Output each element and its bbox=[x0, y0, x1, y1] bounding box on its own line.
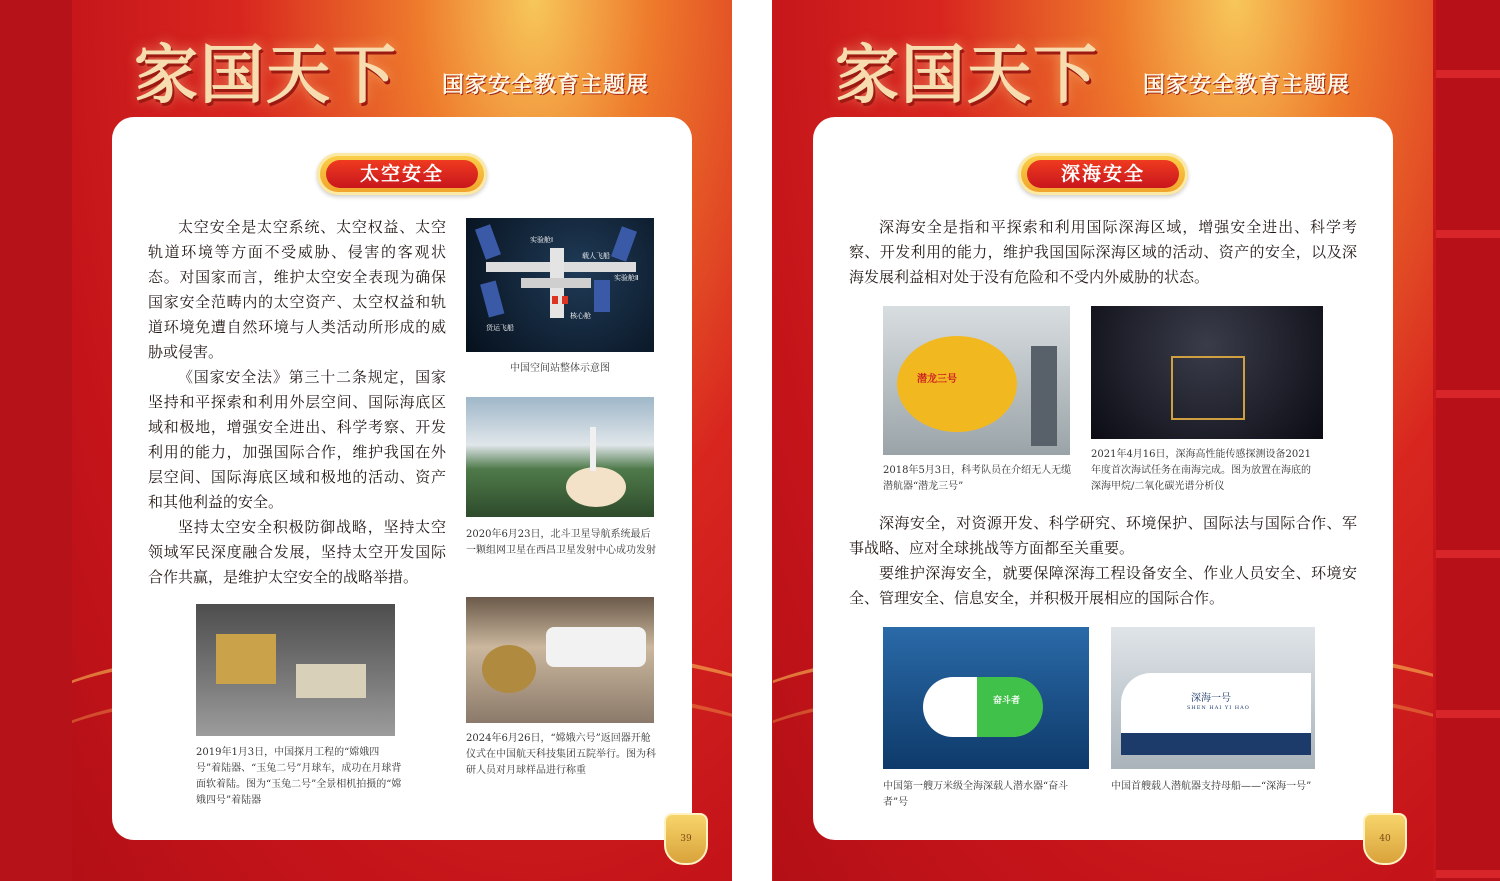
content-card bbox=[813, 117, 1393, 840]
fendouzhe-label: 奋斗者 bbox=[993, 696, 1021, 706]
fendouzhe-submersible-image bbox=[883, 627, 1089, 769]
intro-text bbox=[849, 215, 1357, 290]
caption-station: 中国空间站整体示意图 bbox=[510, 363, 610, 374]
label-core: 核心舱 bbox=[570, 312, 591, 320]
rocket-icon bbox=[590, 427, 596, 471]
paragraph: 要维护深海安全，就要保障深海工程设备安全、作业人员安全、环境安全、管理安全、信息安全，并积极开展相应的国际合作。 bbox=[849, 564, 1357, 607]
caption-capsule: 2024年6月26日，“嫦娥六号”返回器开舱仪式在中国航天科技集团五院举行。图为科研人员对月球样品进行称重 bbox=[466, 733, 656, 776]
paragraph: 深海安全，对资源开发、科学研究、环境保护、国际法与国际合作、军事战略、应对全球挑战等方面都至关重要。 bbox=[849, 514, 1357, 557]
body-text bbox=[148, 215, 446, 590]
label-lab-1: 实验舱Ⅰ bbox=[530, 236, 554, 244]
ship-label-en: SHEN HAI YI HAO bbox=[1187, 705, 1250, 711]
page-left bbox=[72, 0, 732, 881]
smoke-cloud bbox=[566, 467, 626, 507]
lander-body bbox=[216, 634, 276, 684]
content-card bbox=[112, 117, 692, 840]
submarine-body bbox=[897, 336, 1017, 432]
section-title-pill bbox=[1018, 153, 1188, 195]
shenhai-ship-image bbox=[1111, 627, 1315, 769]
researchers bbox=[546, 627, 646, 667]
page-number: 39 bbox=[664, 813, 708, 865]
section-title: 深海安全 bbox=[1027, 160, 1179, 188]
submersible-body bbox=[923, 677, 1043, 737]
capsule-ceremony-image bbox=[466, 597, 654, 723]
paragraph: 太空安全是太空系统、太空权益、太空轨道环境等方面不受威胁、侵害的客观状态。对国家而言，维护太空安全表现为确保国家安全范畴内的太空资产、太空权益和轨道环境免遭自然环境与人类活动所形成的威胁或侵害。 bbox=[148, 218, 446, 361]
label-cargo: 货运飞船 bbox=[486, 324, 514, 332]
capsule-shape bbox=[482, 645, 536, 693]
paragraph: 深海安全是指和平探索和利用国际深海区域，增强安全进出、科学考察、开发利用的能力，维护我国国际深海区域的活动、资产的安全，以及深海发展利益相对处于没有危险和不受内外威胁的状态。 bbox=[849, 218, 1357, 286]
ship-hull bbox=[1121, 673, 1311, 755]
seafloor-sensor-image bbox=[1091, 306, 1323, 439]
left-edge bbox=[0, 0, 72, 881]
paragraph: 《国家安全法》第三十二条规定，国家坚持和平探索和利用外层空间、国际海底区域和极地，增强安全进出、科学考察、开发利用的能力，加强国际合作，维护我国在外层空间、国际海底区域和极地的活动、资产和其他利益的安全。 bbox=[148, 368, 446, 511]
sensor-frame bbox=[1171, 356, 1245, 420]
page-gutter bbox=[732, 0, 772, 881]
banner-subtitle: 国家安全教育主题展 bbox=[1143, 73, 1351, 98]
caption-launch: 2020年6月23日，北斗卫星导航系统最后一颗组网卫星在西昌卫星发射中心成功发射 bbox=[466, 529, 656, 556]
section-title: 太空安全 bbox=[326, 160, 478, 188]
banner-title: 家国天下 bbox=[134, 39, 398, 113]
caption-qianlong: 2018年5月3日，科考队员在介绍无人无缆潜航器“潜龙三号” bbox=[883, 465, 1072, 492]
label-crew-ship: 载人飞船 bbox=[582, 252, 610, 260]
submarine-label: 潜龙三号 bbox=[917, 374, 957, 385]
banner-subtitle: 国家安全教育主题展 bbox=[442, 73, 650, 98]
body-text bbox=[849, 511, 1357, 611]
section-title-pill bbox=[317, 153, 487, 195]
page-right bbox=[773, 0, 1433, 881]
paragraph: 坚持太空安全积极防御战略，坚持太空领域军民深度融合发展，坚持太空开发国际合作共赢，是维护太空安全的战略举措。 bbox=[148, 518, 446, 586]
moon-rover-image bbox=[196, 604, 395, 736]
qianlong-submarine-image bbox=[883, 306, 1070, 455]
page-number: 40 bbox=[1363, 813, 1407, 865]
space-station-image bbox=[466, 218, 654, 352]
researcher-figure bbox=[1031, 346, 1057, 446]
caption-fendouzhe: 中国第一艘万米级全海深载人潜水器“奋斗者”号 bbox=[883, 781, 1069, 808]
label-lab-2: 实验舱Ⅱ bbox=[614, 274, 639, 282]
side-decoration bbox=[1436, 0, 1500, 881]
caption-ship: 中国首艘载人潜航器支持母船——“深海一号” bbox=[1111, 781, 1312, 792]
rover-body bbox=[296, 664, 366, 698]
banner-title: 家国天下 bbox=[835, 39, 1099, 113]
rocket-launch-image bbox=[466, 397, 654, 517]
caption-seafloor: 2021年4月16日，深海高性能传感探测设备2021年度首次海试任务在南海完成。图为放置在海底的深海甲烷/二氧化碳光谱分析仪 bbox=[1091, 449, 1311, 492]
caption-rover: 2019年1月3日，中国探月工程的“嫦娥四号”着陆器、“玉兔二号”月球车，成功在月球背面软着陆。图为“玉兔二号”全景相机拍摄的“嫦娥四号”着陆器 bbox=[196, 747, 402, 806]
space-station-diagram bbox=[466, 218, 654, 352]
ship-label: 深海一号 bbox=[1191, 693, 1231, 704]
